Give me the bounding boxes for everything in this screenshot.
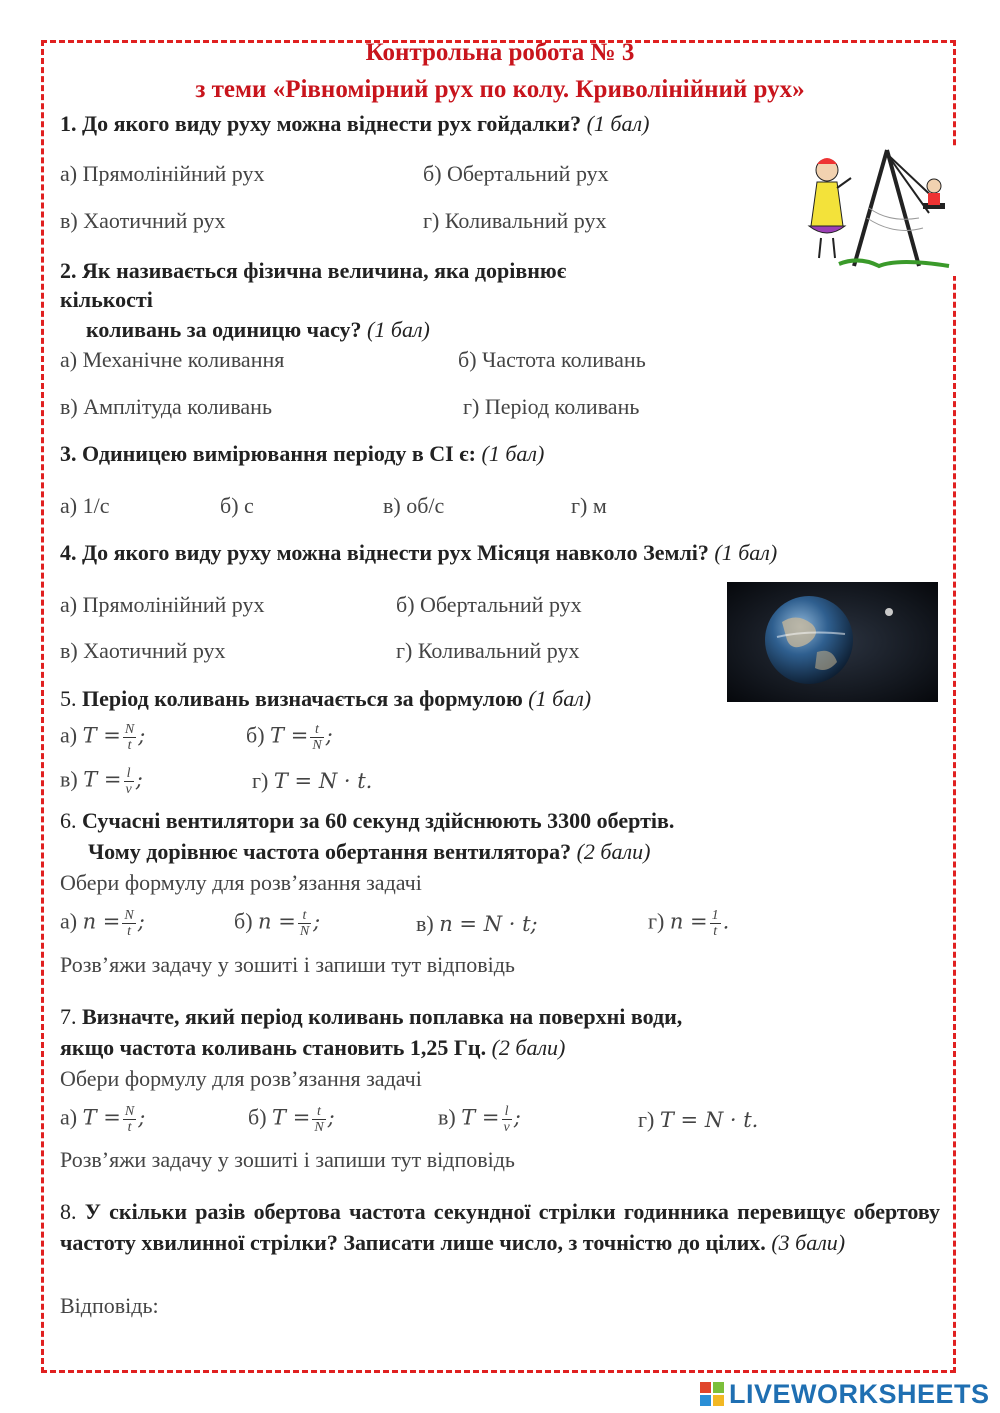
q5-formula-b: $\frac{t}{N}$ [312,722,322,753]
q4-option-a[interactable]: а) Прямолінійний рух [60,592,265,617]
q2-text-line1: 2. Як називається фізична величина, яка дорівнює [60,258,567,283]
q6-question-line1: Сучасні вентилятори за 60 секунд здійснюють 3300 обертів. [82,808,675,833]
q6-option-b-label: б) [234,908,253,934]
q2-option-a[interactable]: а) Механічне коливання [60,347,285,372]
q6-question-line2: Чому дорівнює частота обертання вентилятора? [88,839,572,864]
swing-illustration [799,148,959,276]
q5-option-a[interactable]: а) T = $\frac{N}{t}$ ; [60,722,146,753]
q2-option-b[interactable]: б) Частота коливань [458,347,646,372]
q6-option-a[interactable]: а) n = $\frac{N}{t}$ ; [60,908,145,939]
q8-question: У скільки разів обертова частота секундної стрілки годинника перевищує обертову частоту хвилинної стрілки? Записати лише число, з точністю до цілих. [60,1199,940,1255]
q6-formula-d: $\frac{1}{t}$ [711,908,719,939]
q6-text-line2 [88,839,650,865]
logo-text: LIVEWORKSHEETS [729,1378,990,1409]
liveworksheets-logo [700,1378,990,1410]
q1-question: 1. До якого виду руху можна віднести рух гойдалки? [60,111,582,136]
q7-text-line1 [60,1004,682,1030]
q5-number: 5. [60,686,77,711]
q1-option-d[interactable]: г) Коливальний рух [423,208,607,233]
q2-option-d[interactable]: г) Період коливань [463,394,640,419]
q4-text [60,540,777,566]
q6-points: (2 бали) [576,839,651,864]
q4-option-d[interactable]: г) Коливальний рух [396,638,580,663]
worksheet-title: Контрольна робота № 3 [365,39,635,66]
q7-question-line1: Визначте, який період коливань поплавка на поверхні води, [82,1004,683,1029]
q5-formula-c: $\frac{l}{v}$ [125,766,132,797]
q3-option-c[interactable]: в) об/с [383,493,445,518]
q1-option-b[interactable]: б) Обертальний рух [423,161,609,186]
q7-question-line2: якщо частота коливань становить 1,25 Гц. [60,1035,487,1060]
q1-points: (1 бал) [586,111,650,136]
q2-text-line2: кількості [60,287,153,312]
q3-option-b[interactable]: б) с [220,493,254,518]
q7-number: 7. [60,1004,77,1029]
q6-formula-a: $\frac{N}{t}$ [124,908,134,939]
q7-formula-a: $\frac{N}{t}$ [124,1104,135,1135]
q5-points: (1 бал) [528,686,592,711]
q6-formula-c: n = N · t; [439,912,538,936]
q5-formula-a: $\frac{N}{t}$ [124,722,135,753]
q6-option-a-label: а) [60,908,78,934]
q8-answer-label: Відповідь: [60,1293,159,1318]
q6-option-d-label: г) [648,908,665,934]
q5-question: Період коливань визначається за формулою [82,686,523,711]
q2-option-c[interactable]: в) Амплітуда коливань [60,394,272,419]
q5-text [60,686,591,712]
q4-option-b[interactable]: б) Обертальний рух [396,592,582,617]
q6-formula-b: $\frac{t}{N}$ [299,908,310,939]
q3-option-d[interactable]: г) м [571,493,607,518]
q8-points: (3 бали) [771,1230,846,1255]
q7-formula-c: $\frac{l}{v}$ [503,1104,510,1135]
q7-option-b-label: б) [248,1104,267,1130]
q7-option-c[interactable]: в) T = $\frac{l}{v}$ ; [438,1104,521,1135]
q4-option-c[interactable]: в) Хаотичний рух [60,638,226,663]
q5-option-c-label: в) [60,766,78,792]
q6-number: 6. [60,808,77,833]
q7-text-line2 [60,1035,565,1061]
q1-option-a[interactable]: а) Прямолінійний рух [60,161,265,186]
q7-option-b[interactable]: б) T = $\frac{t}{N}$ ; [248,1104,335,1135]
q5-option-b-label: б) [246,722,265,748]
q4-points: (1 бал) [714,540,778,565]
logo-mark-icon [700,1382,724,1406]
worksheet-subtitle: з теми «Рівномірний рух по колу. Криволінійний рух» [195,76,805,103]
q6-choose-formula: Обери формулу для розв’язання задачі [60,870,422,895]
q7-solve-instruction: Розв’яжи задачу у зошиті і запиши тут відповідь [60,1147,515,1172]
q7-option-d-label: г) [638,1107,655,1132]
q7-points: (2 бали) [491,1035,566,1060]
q7-formula-b: $\frac{t}{N}$ [314,1104,324,1135]
q1-text [60,111,649,137]
q5-formula-d: T = N · t. [273,769,373,793]
q2-text-line3 [86,317,430,343]
q5-option-b[interactable]: б) T = $\frac{t}{N}$ ; [246,722,333,753]
q6-text-line1 [60,808,674,834]
q3-question: 3. Одиницею вимірювання періоду в СІ є: [60,441,477,466]
q7-option-c-label: в) [438,1104,456,1130]
q6-option-c[interactable] [416,911,538,937]
q3-points: (1 бал) [481,441,545,466]
q4-question: 4. До якого виду руху можна віднести рух Місяця навколо Землі? [60,540,709,565]
q8-number: 8. [60,1199,77,1224]
q3-text [60,441,544,467]
q5-option-a-label: а) [60,722,78,748]
q5-option-d-label: г) [252,768,269,793]
q8-text [60,1196,940,1258]
q2-points: (1 бал) [367,317,430,342]
q7-option-a-label: а) [60,1104,78,1130]
earth-moon-illustration [727,582,938,702]
q7-choose-formula: Обери формулу для розв’язання задачі [60,1066,422,1091]
q6-option-c-label: в) [416,911,434,936]
q7-option-a[interactable]: а) T = $\frac{N}{t}$ ; [60,1104,146,1135]
q7-option-d[interactable] [638,1107,758,1133]
q6-solve-instruction: Розв’яжи задачу у зошиті і запиши тут відповідь [60,952,515,977]
q1-option-c[interactable]: в) Хаотичний рух [60,208,226,233]
q6-option-b[interactable]: б) n = $\frac{t}{N}$ ; [234,908,321,939]
q7-formula-d: T = N · t. [659,1108,759,1132]
q2-question-end: коливань за одиницю часу? [86,317,362,342]
q5-option-d[interactable] [252,768,372,794]
q6-option-d[interactable]: г) n = $\frac{1}{t}$ . [648,908,730,939]
q5-option-c[interactable]: в) T = $\frac{l}{v}$ ; [60,766,143,797]
q3-option-a[interactable]: а) 1/с [60,493,110,518]
